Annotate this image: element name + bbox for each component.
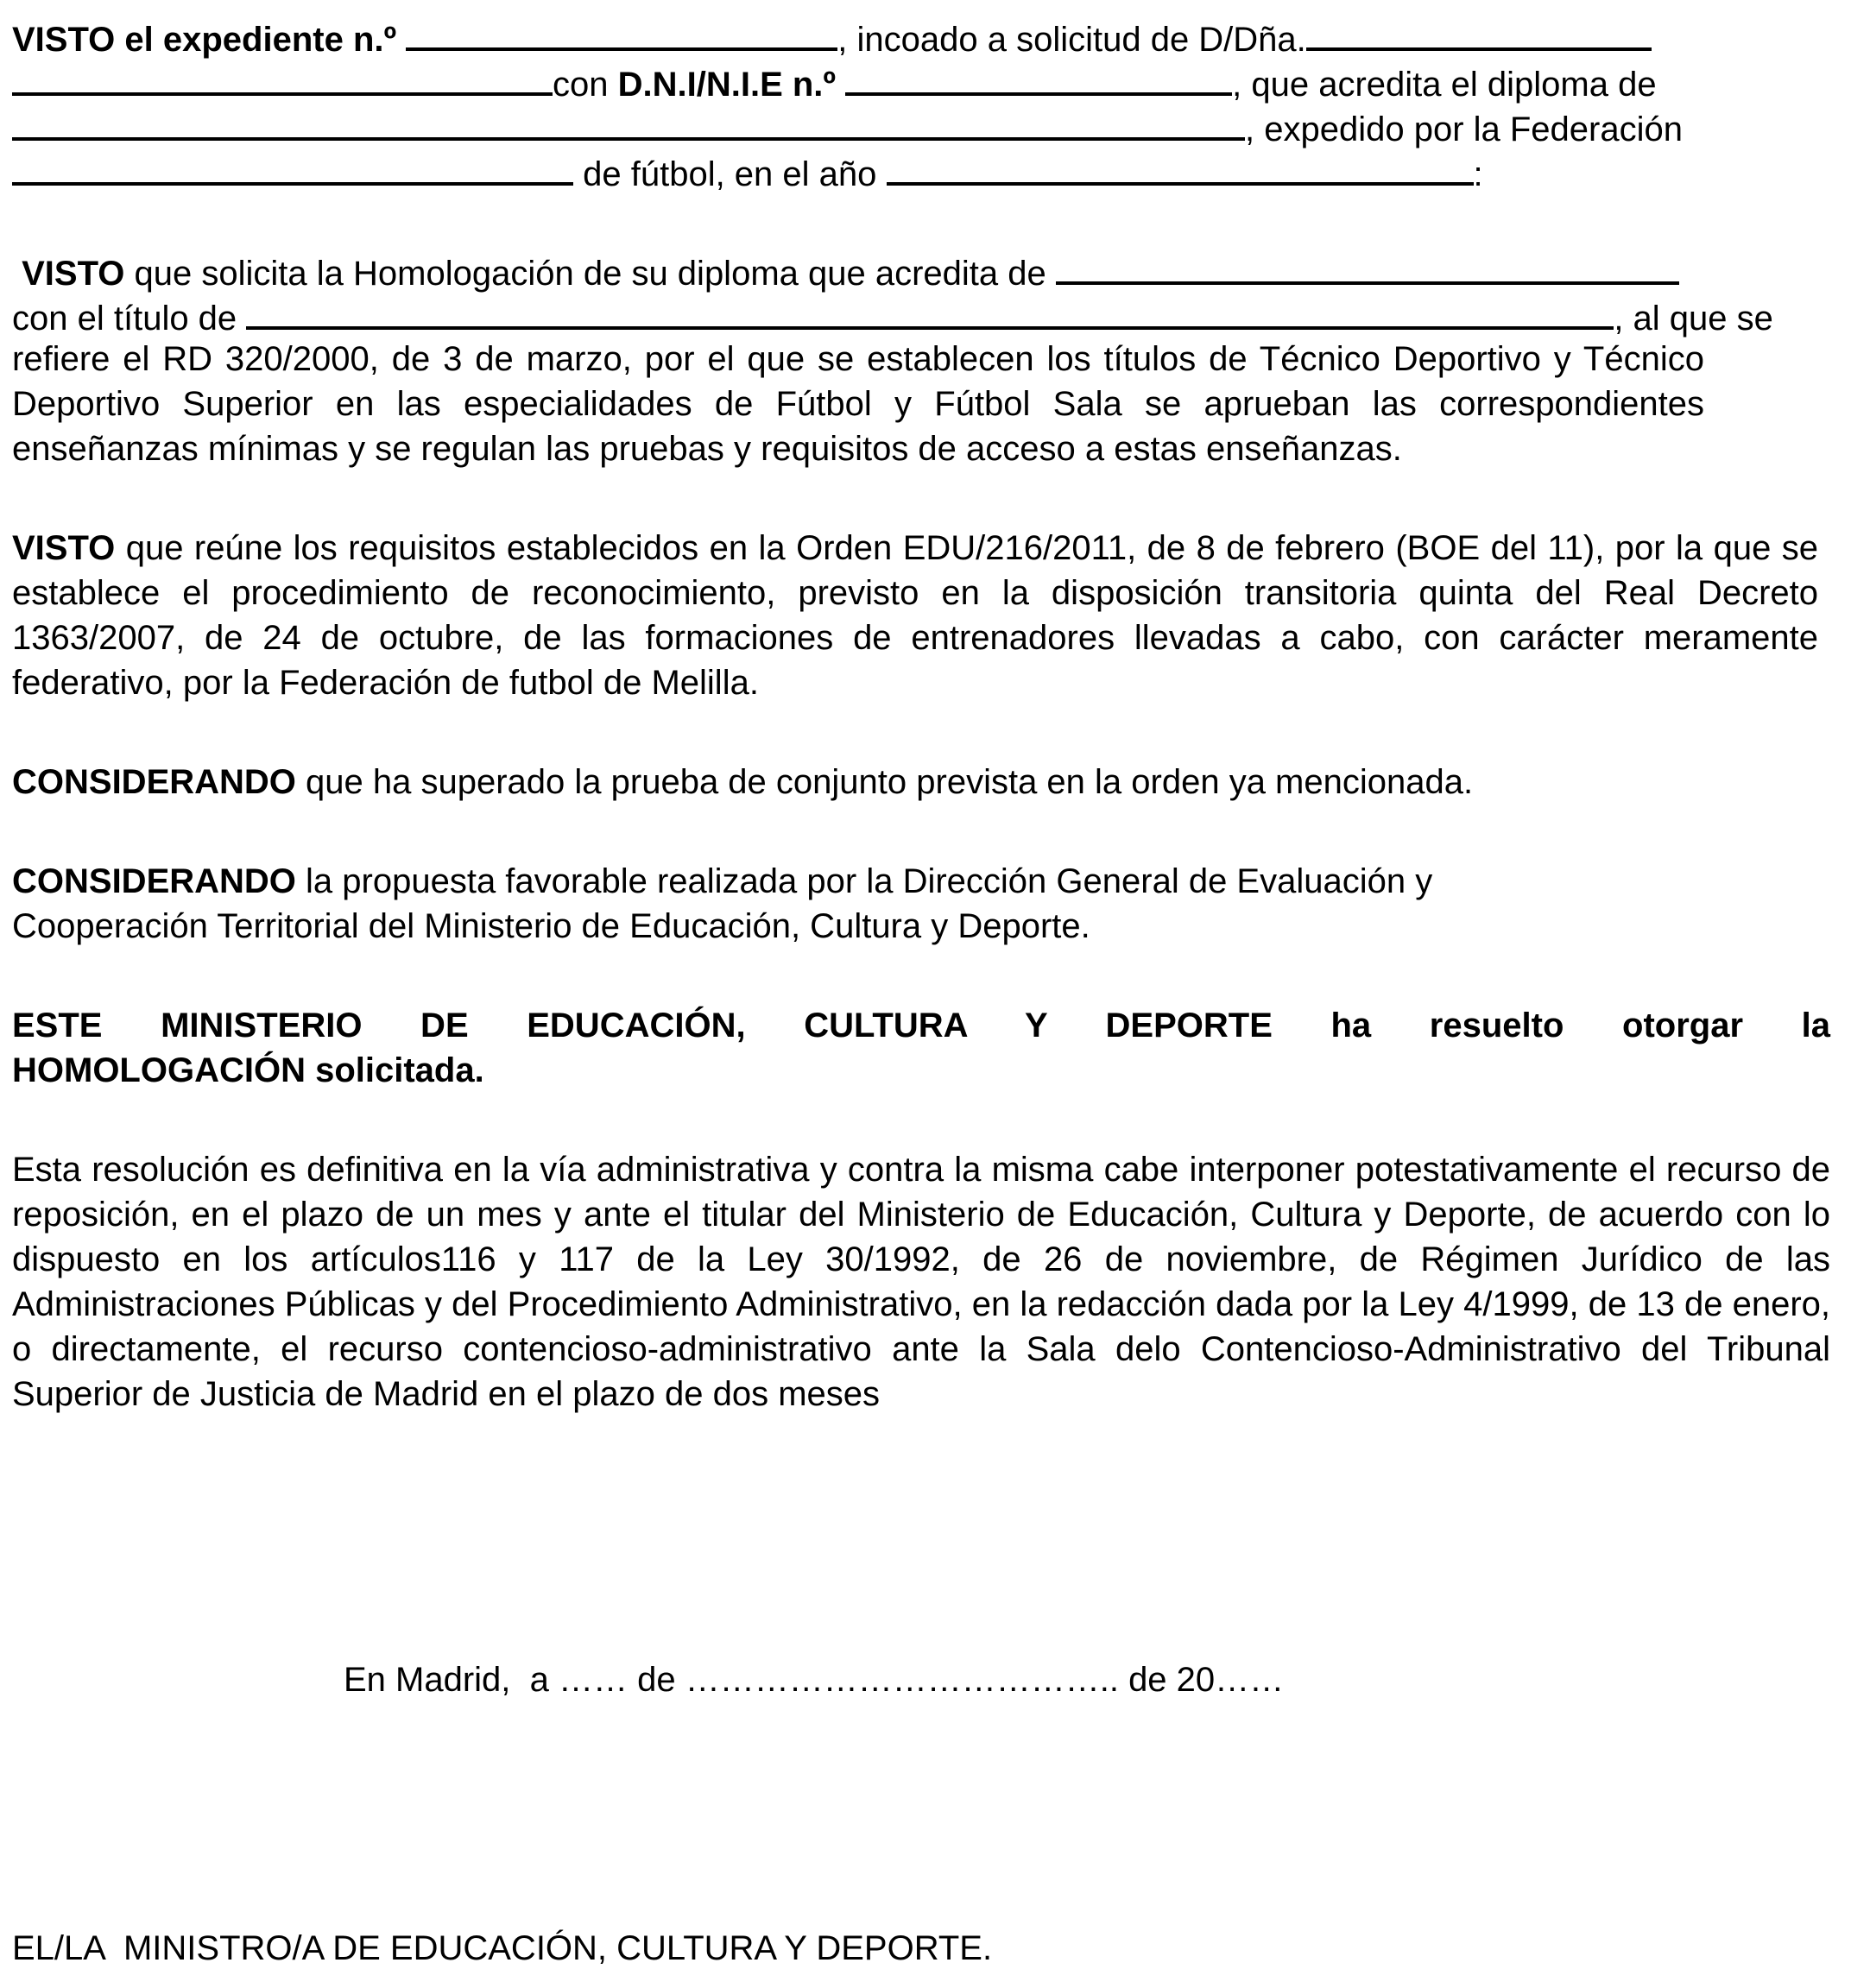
p4-lead: CONSIDERANDO xyxy=(12,763,296,801)
p2-line-2 xyxy=(12,292,1830,337)
p2-line-1-text: que solicita la Homologación de su diploma que acredita de xyxy=(134,255,1046,293)
p5-lead: CONSIDERANDO xyxy=(12,862,296,900)
expediente-number-field[interactable] xyxy=(406,13,837,51)
p1-line-2 xyxy=(12,58,1830,103)
p3-lead: VISTO xyxy=(12,529,116,567)
dni-field[interactable] xyxy=(845,58,1232,96)
year-field[interactable] xyxy=(887,148,1474,186)
paragraph-homologacion xyxy=(12,247,1830,471)
dni-label: D.N.I/N.I.E n.º xyxy=(617,66,837,104)
colon: : xyxy=(1473,155,1483,193)
ano-label: de fútbol, en el año xyxy=(583,155,877,193)
paragraph-expediente xyxy=(12,13,1830,192)
p5-text: la propuesta favorable realizada por la Dirección General de Evaluación y Cooperación Territorial del Ministerio de Educación, Cultura y Deporte. xyxy=(12,862,1433,945)
al-que-se-label: , al que se xyxy=(1614,300,1773,338)
p2-lead: VISTO xyxy=(22,255,125,293)
con-label: con xyxy=(553,66,609,104)
p1-line-4 xyxy=(12,148,1830,192)
date-line: En Madrid, a …… de ……………………………….. de 20…… xyxy=(344,1661,1285,1699)
federacion-label: , expedido por la Federación xyxy=(1245,110,1683,148)
p6-line-2: HOMOLOGACIÓN solicitada. xyxy=(12,1051,484,1089)
acredita-field[interactable] xyxy=(1056,247,1679,285)
diploma-label: , que acredita el diploma de xyxy=(1232,66,1657,104)
paragraph-recursos: Esta resolución es definitiva en la vía administrativa y contra la misma cabe interponer potestativamente el recurso de reposición, en el plazo de un mes y ante el titular del Ministerio de Educación, Cultura y Deporte, de acuerdo con lo dispuesto en los artículos116 y 117 de la Ley 30/1992, de 26 de noviembre, de Régimen Jurídico de las Administraciones Públicas y del Procedimiento Administrativo, en la redacción dada por la Ley 4/1999, de 13 de enero, o directamente, el recurso contencioso-administrativo ante la Sala delo Contencioso-Administrativo del Tribunal Superior de Justicia de Madrid en el plazo de dos meses xyxy=(12,1151,1830,1413)
applicant-name-field-1[interactable] xyxy=(1306,13,1652,51)
solicitud-label: , incoado a solicitud de D/Dña. xyxy=(837,21,1306,59)
titulo-field[interactable] xyxy=(246,292,1614,330)
expediente-label: VISTO el expediente n.º xyxy=(12,21,397,59)
paragraph-considerando-propuesta xyxy=(12,859,1635,949)
signature-line: EL/LA MINISTRO/A DE EDUCACIÓN, CULTURA Y DEPORTE. xyxy=(12,1929,993,1967)
paragraph-resolucion xyxy=(12,1003,1830,1093)
p6-line-1: ESTE MINISTERIO DE EDUCACIÓN, CULTURA Y DEPORTE ha resuelto otorgar la xyxy=(12,1007,1830,1044)
titulo-label: con el título de xyxy=(12,300,237,338)
applicant-name-field-2[interactable] xyxy=(12,58,553,96)
paragraph-requisitos xyxy=(12,526,1818,705)
p2-line-1 xyxy=(12,247,1830,292)
diploma-field[interactable] xyxy=(12,103,1245,141)
p1-line-3 xyxy=(12,103,1830,148)
document-page xyxy=(12,13,1830,1417)
federation-name-field[interactable] xyxy=(12,148,573,186)
paragraph-considerando-prueba xyxy=(12,760,1830,805)
p1-line-1 xyxy=(12,13,1830,58)
p2-rest: refiere el RD 320/2000, de 3 de marzo, por el que se establecen los títulos de Técnico Deportivo y Técnico Deportivo Superior en las especialidades de Fútbol y Fútbol Sala se aprueban las correspondientes enseñanzas mínimas y se regulan las pruebas y requisitos de acceso a estas enseñanzas. xyxy=(12,340,1704,468)
p4-text: que ha superado la prueba de conjunto prevista en la orden ya mencionada. xyxy=(306,763,1474,801)
p3-text: que reúne los requisitos establecidos en la Orden EDU/216/2011, de 8 de febrero (BOE del 11), por la que se establece el procedimiento de reconocimiento, previsto en la disposición transitoria quinta del Real Decreto 1363/2007, de 24 de octubre, de las formaciones de entrenadores llevadas a cabo, con carácter meramente federativo, por la Federación de futbol de Melilla. xyxy=(12,529,1818,702)
